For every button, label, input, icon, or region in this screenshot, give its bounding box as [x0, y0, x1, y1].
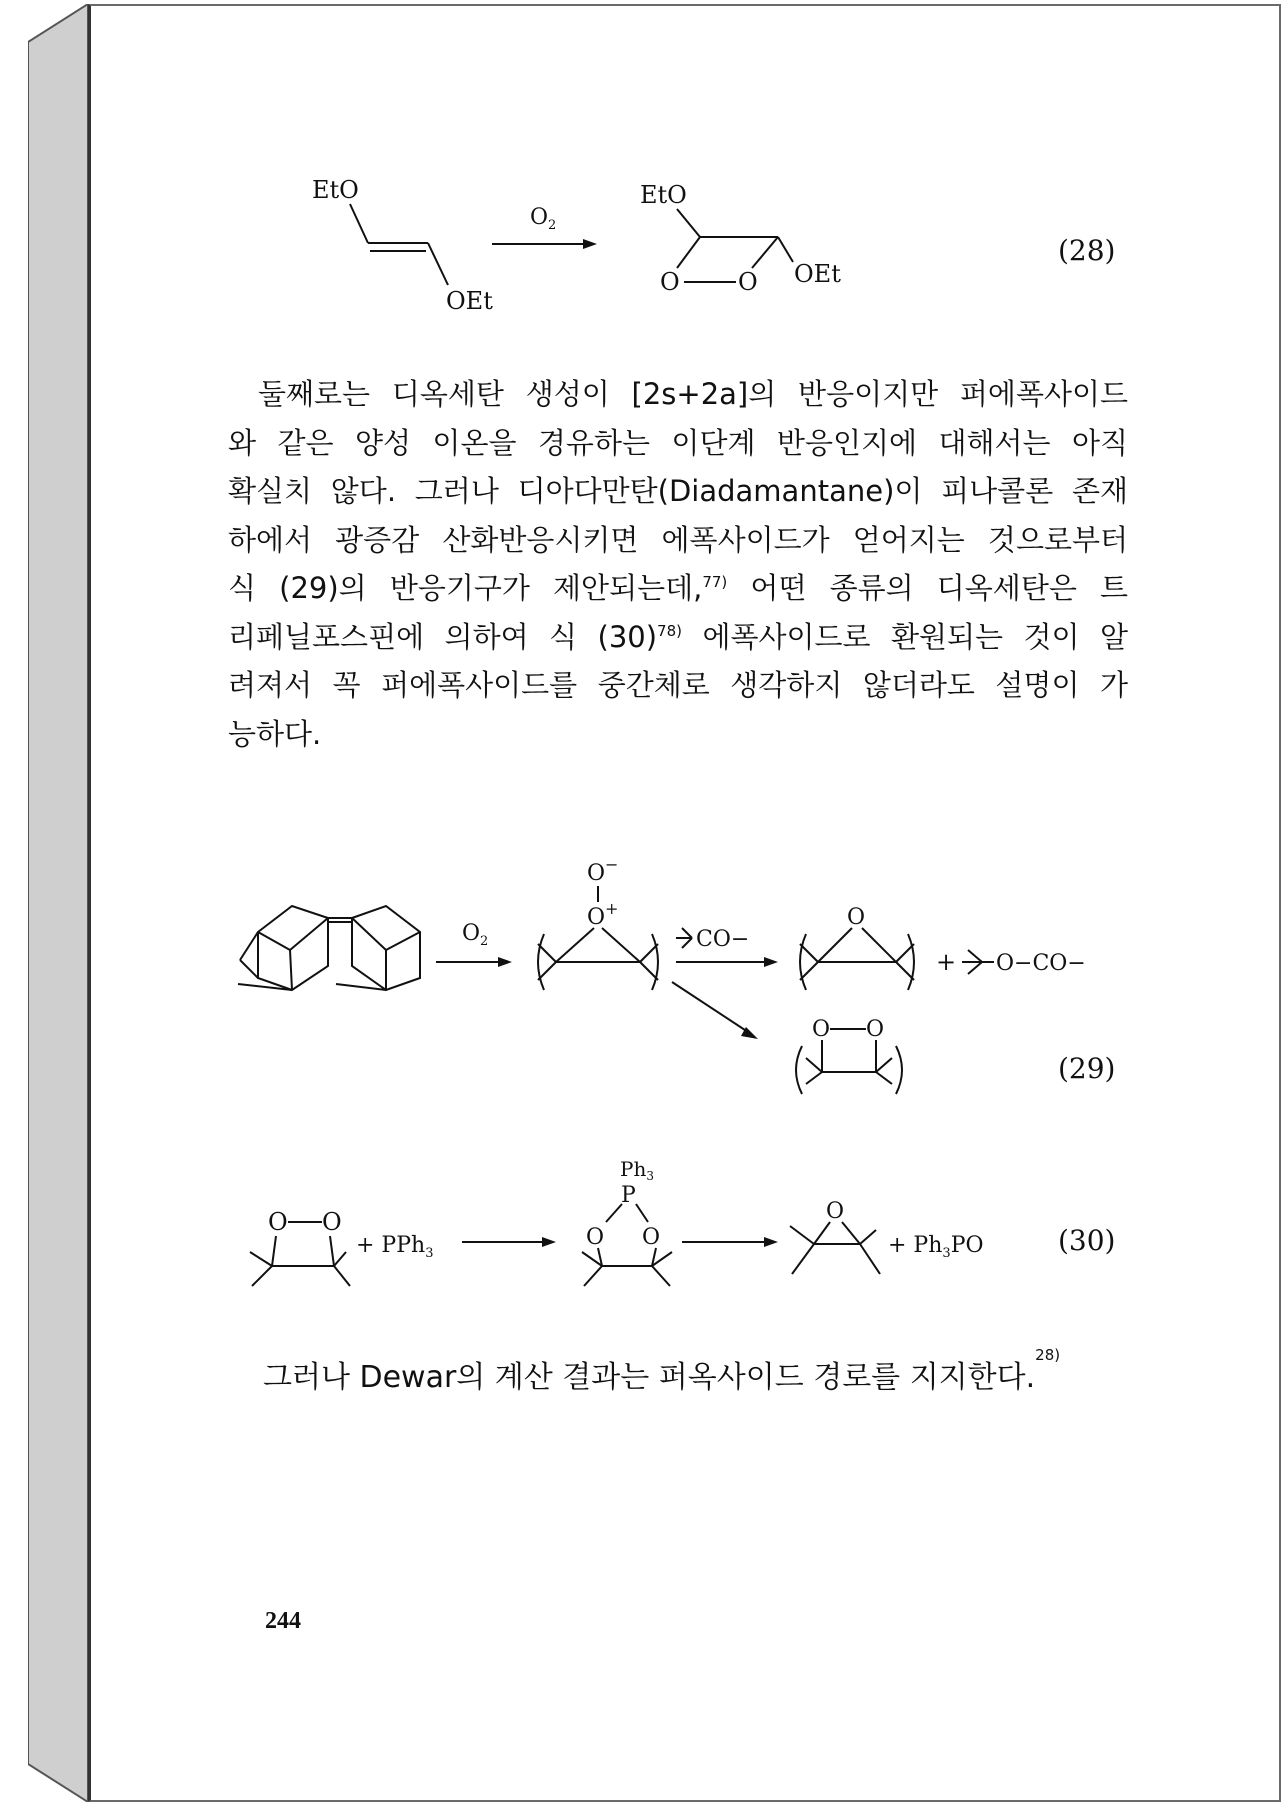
ring-o-left: O [660, 268, 680, 296]
paragraph-line: 리페닐포스핀에 의하여 식 (30)$^{78)}$ 에폭사이드로 환원되는 것이 알 [228, 619, 1128, 654]
equation-label-30: (30) [1058, 1224, 1116, 1257]
body-paragraph [228, 370, 1128, 758]
reference-77: 77) [702, 573, 728, 591]
phosphorane-o-right: O [642, 1225, 661, 1250]
reactant-oet: OEt [446, 287, 493, 315]
reference-28: 28) [1035, 1346, 1061, 1364]
dioxetane-o-left: O [812, 1017, 831, 1042]
dioxetane-o-right: O [322, 1208, 342, 1236]
ring-o-right: O [738, 268, 758, 296]
product-eto: EtO [640, 181, 687, 209]
paragraph-line: 둘째로는 디옥세탄 생성이 [2s+2a]의 반응이지만 퍼에폭사이드 [258, 377, 1128, 411]
paragraph-line: 식 (29)의 반응기구가 제안되는데,$^{77)}$ 어떤 종류의 디옥세탄은 트 [228, 571, 1129, 605]
product-oet: OEt [794, 260, 841, 288]
dioxetane-o-right: O [866, 1017, 885, 1042]
ester-group: O−CO− [996, 951, 1086, 976]
perepoxide-o-minus: O− [587, 855, 619, 886]
plus-pph3: + PPh$_3$ [356, 1233, 434, 1261]
scheme-28 [0, 0, 1287, 330]
page-number: 244 [265, 1608, 301, 1634]
paragraph-line: 와 같은 양성 이온을 경유하는 이단계 반응인지에 대해서는 아직 [228, 425, 1128, 460]
paragraph-line: 하에서 광증감 산화반응시키면 에폭사이드가 얻어지는 것으로부터 [228, 522, 1128, 557]
epoxide-o: O [826, 1199, 845, 1224]
pinacolone-reagent: CO− [696, 927, 750, 952]
reagent-o2: $O_2$ [530, 205, 557, 233]
equation-label-29: (29) [1058, 1052, 1116, 1085]
phosphorane-o-left: O [586, 1225, 605, 1250]
closing-sentence: 그러나 Dewar의 계산 결과는 퍼옥사이드 경로를 지지한다.$^{28)}$ [263, 1346, 1061, 1395]
reference-78: 78) [657, 621, 682, 640]
plus-sign: + [936, 948, 957, 976]
ph3-group: $Ph_3$ [620, 1157, 654, 1183]
paragraph-line: 능하다. [228, 716, 322, 751]
perepoxide-o-plus: O+ [587, 899, 619, 930]
paragraph-line: 확실치 않다. 그러나 디아다만탄(Diadamantane)이 피나콜론 존재 [228, 474, 1128, 508]
paragraph-line: 려져서 꼭 퍼에폭사이드를 중간체로 생각하지 않더라도 설명이 가 [228, 668, 1128, 702]
epoxide-o: O [847, 905, 866, 930]
phosphorus: P [621, 1183, 636, 1208]
dioxetane-o-left: O [268, 1208, 288, 1236]
reagent-o2: $O_2$ [462, 921, 489, 949]
plus-ph3po: + $Ph_3PO$ [888, 1233, 984, 1261]
reactant-eto: EtO [312, 176, 359, 204]
equation-label-28: (28) [1058, 234, 1116, 267]
